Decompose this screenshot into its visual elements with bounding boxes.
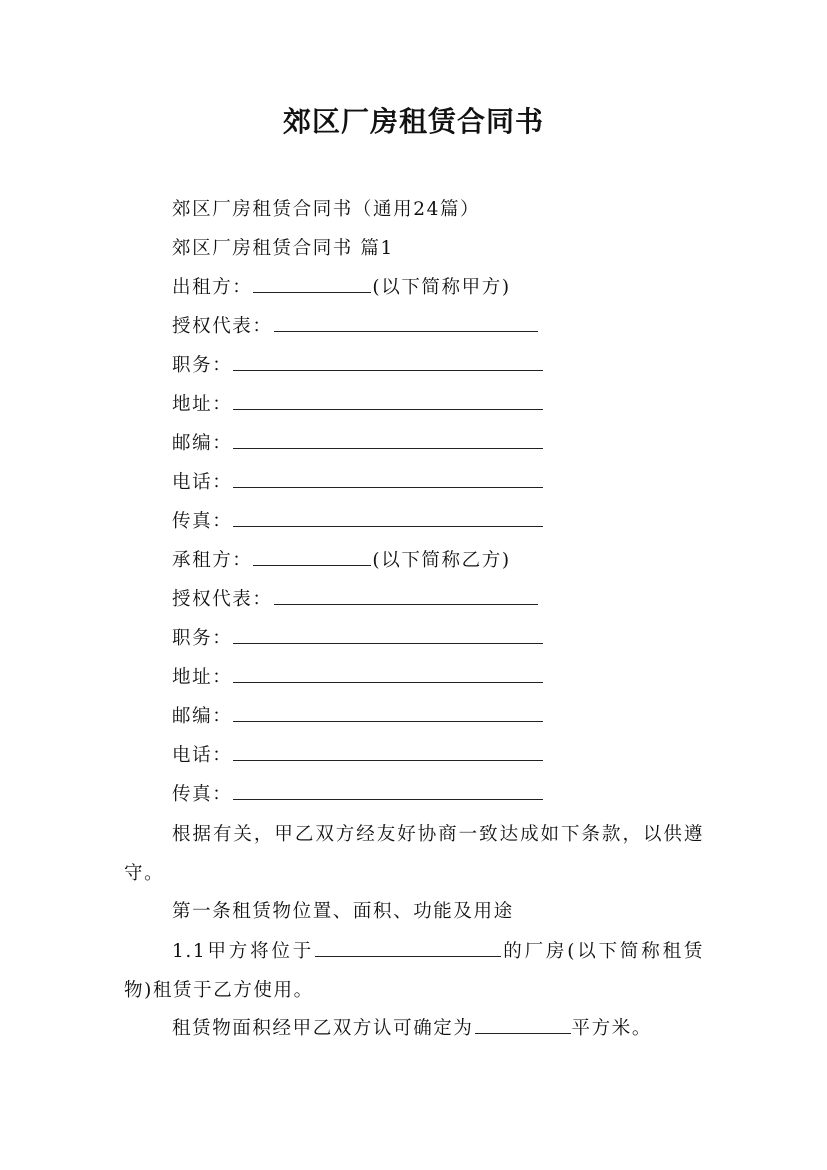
area-blank[interactable] <box>475 1015 571 1034</box>
field-label: 邮编： <box>172 706 233 727</box>
lessee-field-representative <box>172 586 539 614</box>
field-blank[interactable] <box>233 352 543 371</box>
field-label: 邮编： <box>172 433 233 454</box>
field-label: 职务： <box>172 628 233 649</box>
lessor-line <box>172 274 511 302</box>
lessee-suffix: (以下简称乙方) <box>372 550 511 571</box>
field-label: 传真： <box>172 511 233 532</box>
part-heading: 郊区厂房租赁合同书 篇1 <box>172 238 394 259</box>
lessee-field-fax <box>172 781 544 809</box>
field-label: 职务： <box>172 355 233 376</box>
field-blank[interactable] <box>274 313 538 332</box>
field-label: 地址： <box>172 667 233 688</box>
lessee-field-position <box>172 625 544 653</box>
document-subtitle: 郊区厂房租赁合同书（通用24篇） <box>172 199 481 220</box>
clause-text: 1.1甲方将位于 <box>172 941 315 962</box>
lessor-suffix: (以下简称甲方) <box>372 277 511 298</box>
field-blank[interactable] <box>233 703 543 722</box>
lessor-field-fax <box>172 508 544 536</box>
area-line <box>172 1015 652 1043</box>
field-blank[interactable] <box>233 781 543 800</box>
field-label: 授权代表： <box>172 589 273 610</box>
clause-text: 的厂房(以下简称租赁物)租赁于乙方使用。 <box>124 941 704 1001</box>
clause-1-1 <box>124 932 704 1010</box>
lessee-blank[interactable] <box>253 547 371 566</box>
lessor-field-address <box>172 391 544 419</box>
field-blank[interactable] <box>233 625 543 644</box>
field-label: 传真： <box>172 784 233 805</box>
lessor-blank[interactable] <box>253 274 371 293</box>
area-text: 租赁物面积经甲乙双方认可确定为 <box>172 1018 474 1039</box>
field-blank[interactable] <box>233 391 543 410</box>
lessee-line <box>172 547 511 575</box>
lessee-field-phone <box>172 742 544 770</box>
document-title: 郊区厂房租赁合同书 <box>282 105 544 138</box>
lessor-field-phone <box>172 469 544 497</box>
field-blank[interactable] <box>233 664 543 683</box>
lessee-field-address <box>172 664 544 692</box>
article-1-heading: 第一条租赁物位置、面积、功能及用途 <box>172 901 514 922</box>
lessor-field-representative <box>172 313 539 341</box>
field-blank[interactable] <box>274 586 538 605</box>
lessee-label: 承租方： <box>172 550 253 571</box>
intro-paragraph: 根据有关，甲乙双方经友好协商一致达成如下条款，以供遵守。 <box>124 824 704 884</box>
lessor-field-postcode <box>172 430 544 458</box>
field-blank[interactable] <box>233 742 543 761</box>
field-label: 电话： <box>172 472 233 493</box>
location-blank[interactable] <box>315 938 501 957</box>
field-label: 电话： <box>172 745 233 766</box>
field-label: 授权代表： <box>172 316 273 337</box>
lessor-field-position <box>172 352 544 380</box>
lessor-label: 出租方： <box>172 277 253 298</box>
area-text: 平方米。 <box>571 1018 652 1039</box>
field-blank[interactable] <box>233 430 543 449</box>
field-label: 地址： <box>172 394 233 415</box>
lessee-field-postcode <box>172 703 544 731</box>
field-blank[interactable] <box>233 469 543 488</box>
field-blank[interactable] <box>233 508 543 527</box>
